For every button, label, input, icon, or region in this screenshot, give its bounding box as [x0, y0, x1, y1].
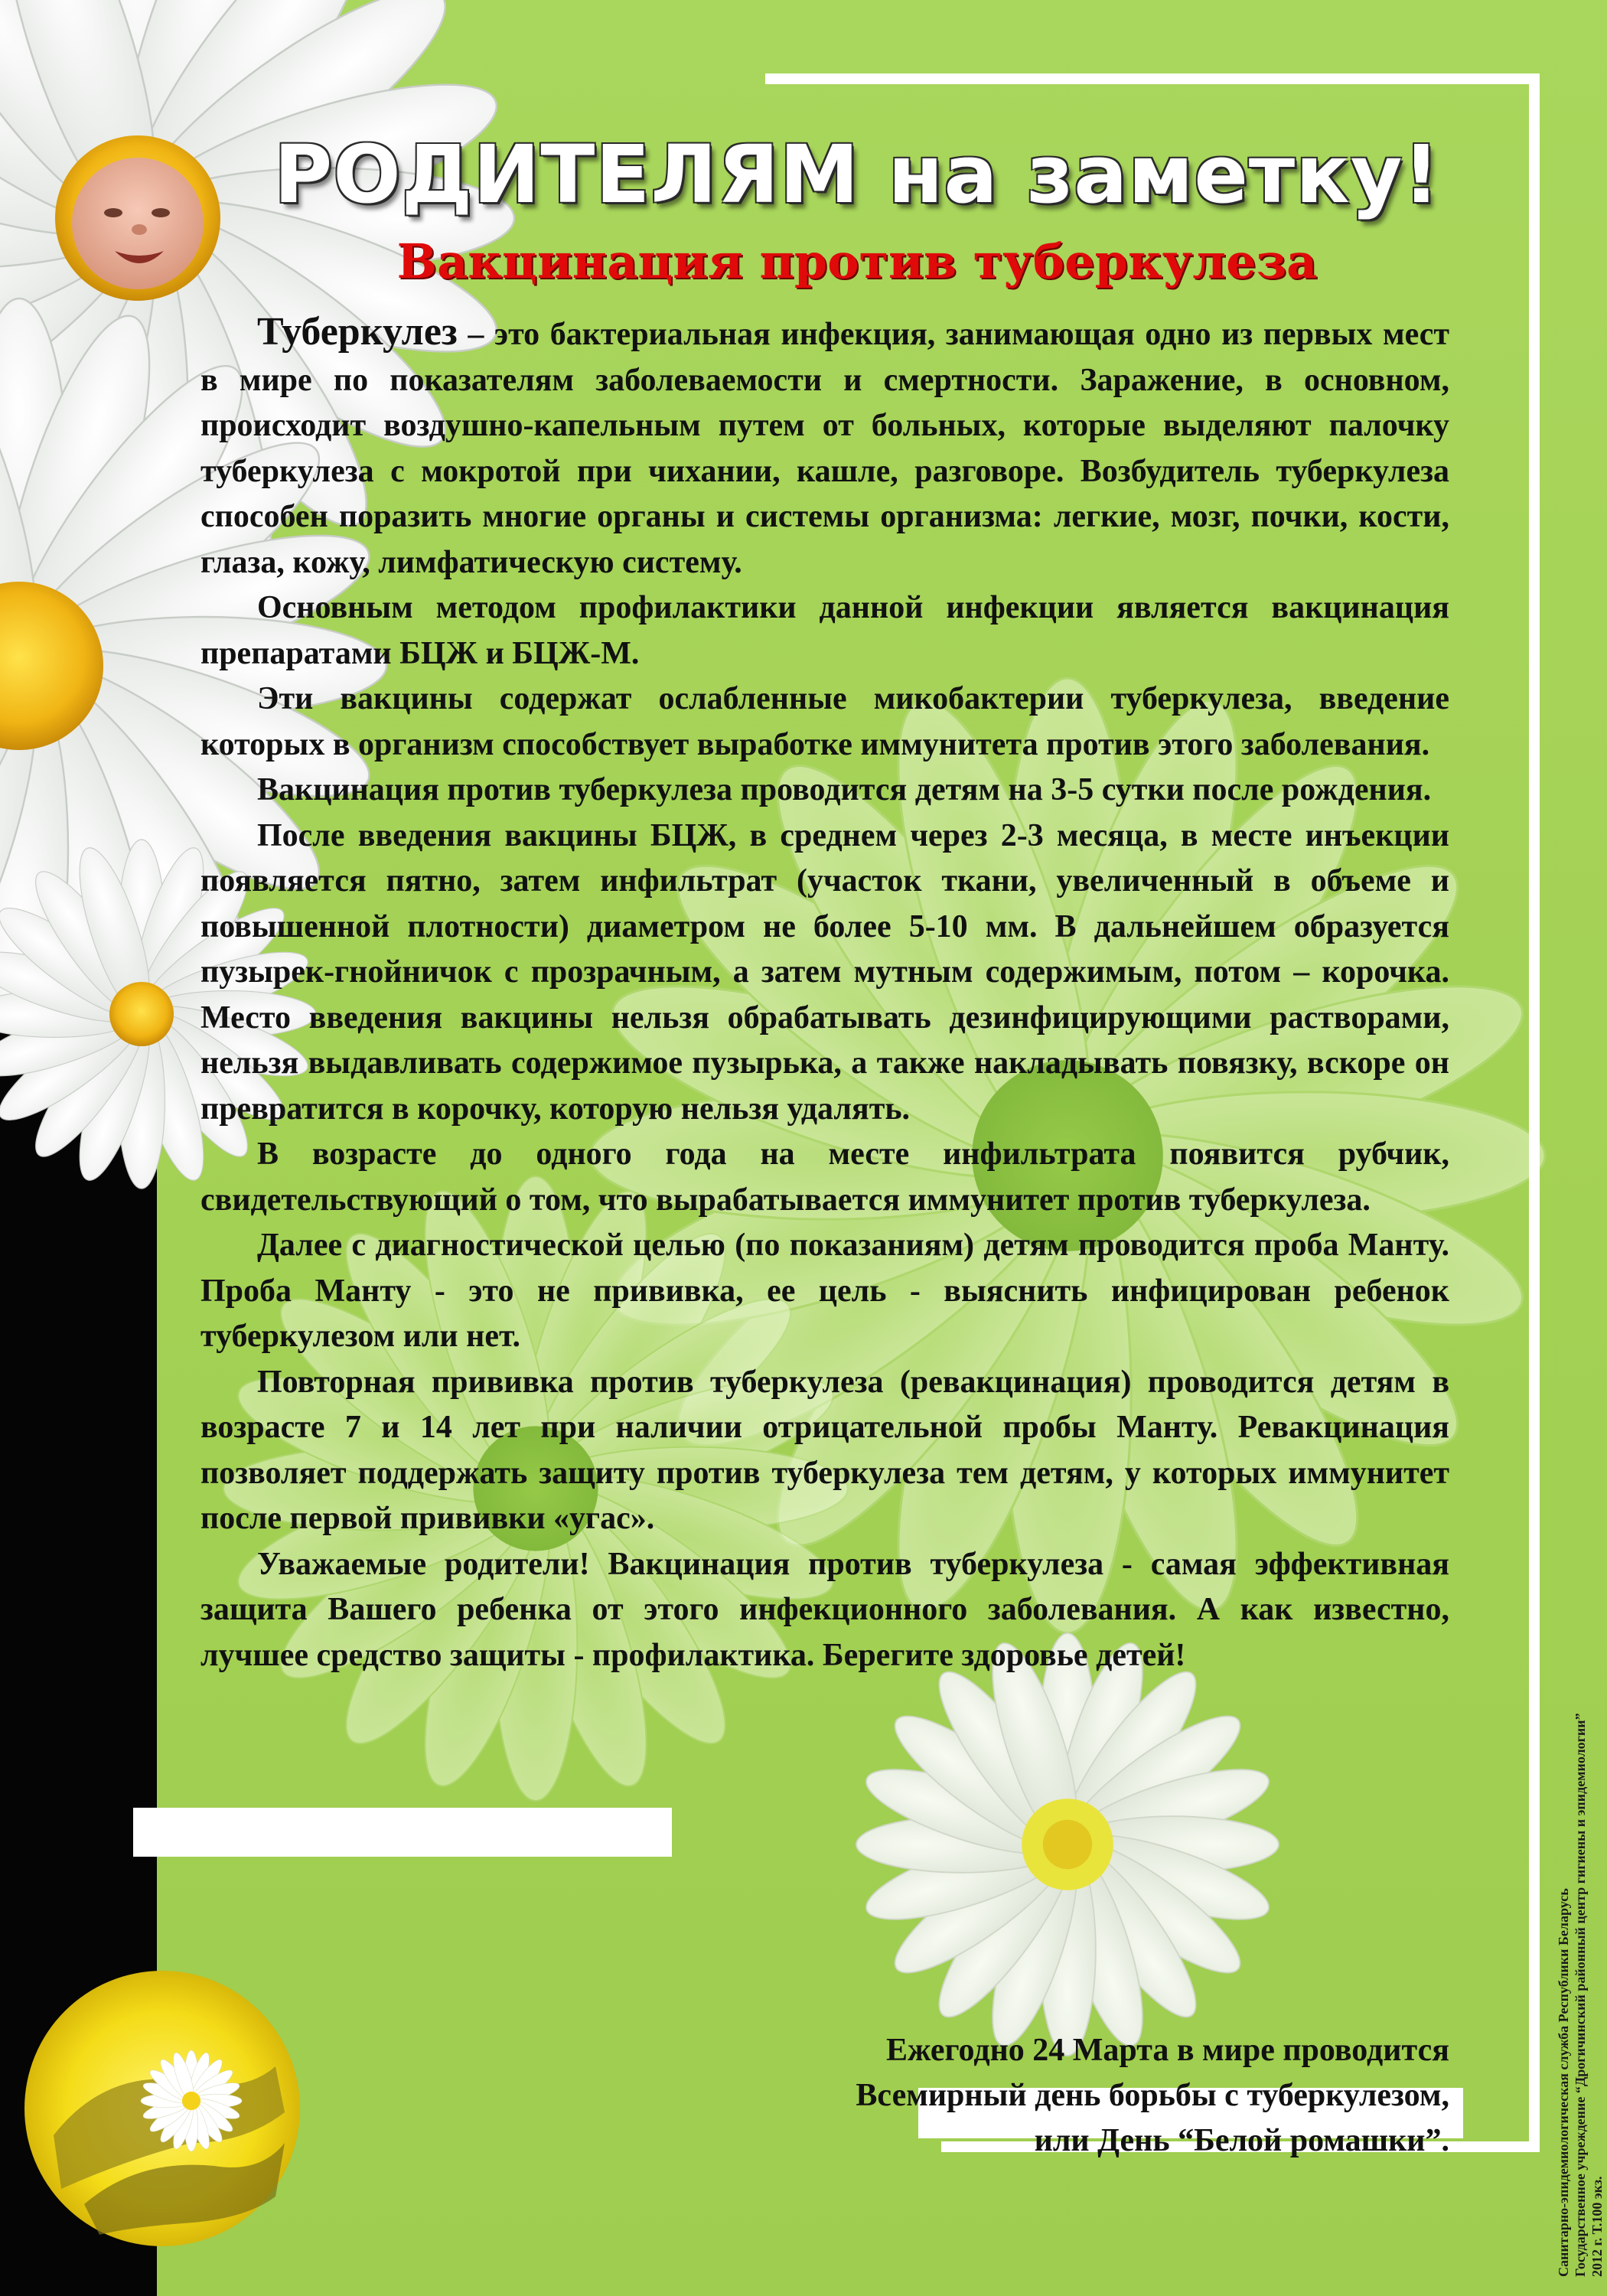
- frame-right-line: [1529, 73, 1540, 2152]
- closing-note: [658, 2028, 1449, 2164]
- frame-top-line: [765, 73, 1540, 84]
- poster-title: РОДИТЕЛЯМ на заметку!: [274, 128, 1440, 221]
- paragraph-scar: В возрасте до одного года на месте инфильтрата появится рубчик, свидетельствующий о том, что вырабатывается иммунитет против туберкулеза.: [200, 1137, 1449, 1218]
- highlight-box: [133, 1808, 672, 1857]
- appeal-lead: Уважаемые родители!: [257, 1546, 590, 1582]
- credits-line-2: Государственное учреждение “Дрогичинский районный центр гигиены и эпидемиологии”: [1573, 1713, 1588, 2277]
- lead-word: Туберкулез: [257, 310, 458, 354]
- paragraph-revaccination: Повторная прививка против туберкулеза (ревакцинация) проводится детям в возрасте 7 и 14 лет при наличии отрицательной пробы Манту. Ревакцинация позволяет поддержать защиту против туберкулеза тем детям, у которых иммунитет после первой прививки «угас».: [200, 1364, 1449, 1536]
- closing-line-1: Ежегодно 24 Марта в мире проводится: [885, 2033, 1449, 2068]
- paragraph-definition: [200, 309, 1449, 585]
- paragraph-mantoux: Далее с диагностической целью (по показаниям) детям проводится проба Манту. Проба Манту - это не прививка, ее цель - выяснить инфицирован ребенок туберкулезом или нет.: [200, 1228, 1449, 1354]
- poster-subtitle: Вакцинация против туберкулеза: [396, 233, 1318, 289]
- credits-line-1: Санитарно-эпидемиологическая служба Республики Беларусь: [1556, 1888, 1571, 2277]
- article-body: [200, 309, 1449, 1678]
- appeal-text: Вакцинация против туберкулеза - самая эффективная защита Вашего ребенка от этого инфекционного заболевания. А как известно, лучшее средство защиты - профилактика. Берегите здоровье детей!: [200, 1546, 1449, 1673]
- daisy-bottom-right: [856, 1633, 1279, 2056]
- paragraph-prevention: Основным методом профилактики данной инфекции является вакцинация препаратами БЦЖ и БЦЖ-М.: [200, 590, 1449, 671]
- paragraph-reaction: После введения вакцины БЦЖ, в среднем через 2-3 месяца, в месте инъекции появляется пятно, затем инфильтрат (участок ткани, увеличенный в объеме и повышенной плотности) диаметром не более 5-10 мм. В дальнейшем образуется пузырек-гнойничок с прозрачным, а затем мутным содержимым, потом – корочка. Место введения вакцины нельзя обрабатывать дезинфицирующими растворами, нельзя выдавливать содержимое пузырька, а также накладывать повязку, вскоре он превратится в корочку, которую нельзя удалять.: [200, 817, 1449, 1127]
- publisher-credits: [1555, 1523, 1605, 2277]
- paragraph-timing: Вакцинация против туберкулеза проводится детям на 3-5 сутки после рождения.: [257, 772, 1432, 807]
- credits-line-3: 2012 г. Т.100 экз.: [1589, 2176, 1605, 2277]
- hands-holding-daisy-icon: [24, 1971, 300, 2246]
- closing-line-3: или День “Белой ромашки”.: [1034, 2123, 1449, 2158]
- paragraph-vaccines: Эти вакцины содержат ослабленные микобактерии туберкулеза, введение которых в организм способствует выработке иммунитета против этого заболевания.: [200, 681, 1449, 762]
- closing-line-2: Всемирный день борьбы с туберкулезом,: [856, 2078, 1449, 2113]
- paragraph-definition-text: – это бактериальная инфекция, занимающая одно из первых мест в мире по показателям заболеваемости и смертности. Заражение, в основном, происходит воздушно-капельным путем от больных, которые выделяют палочку туберкулеза с мокротой при чихании, кашле, разговоре. Возбудитель туберкулеза способен поразить многие органы и системы организма: легкие, мозг, почки, кости, глаза, кожу, лимфатическую систему.: [200, 317, 1449, 580]
- paragraph-appeal: [200, 1542, 1449, 1679]
